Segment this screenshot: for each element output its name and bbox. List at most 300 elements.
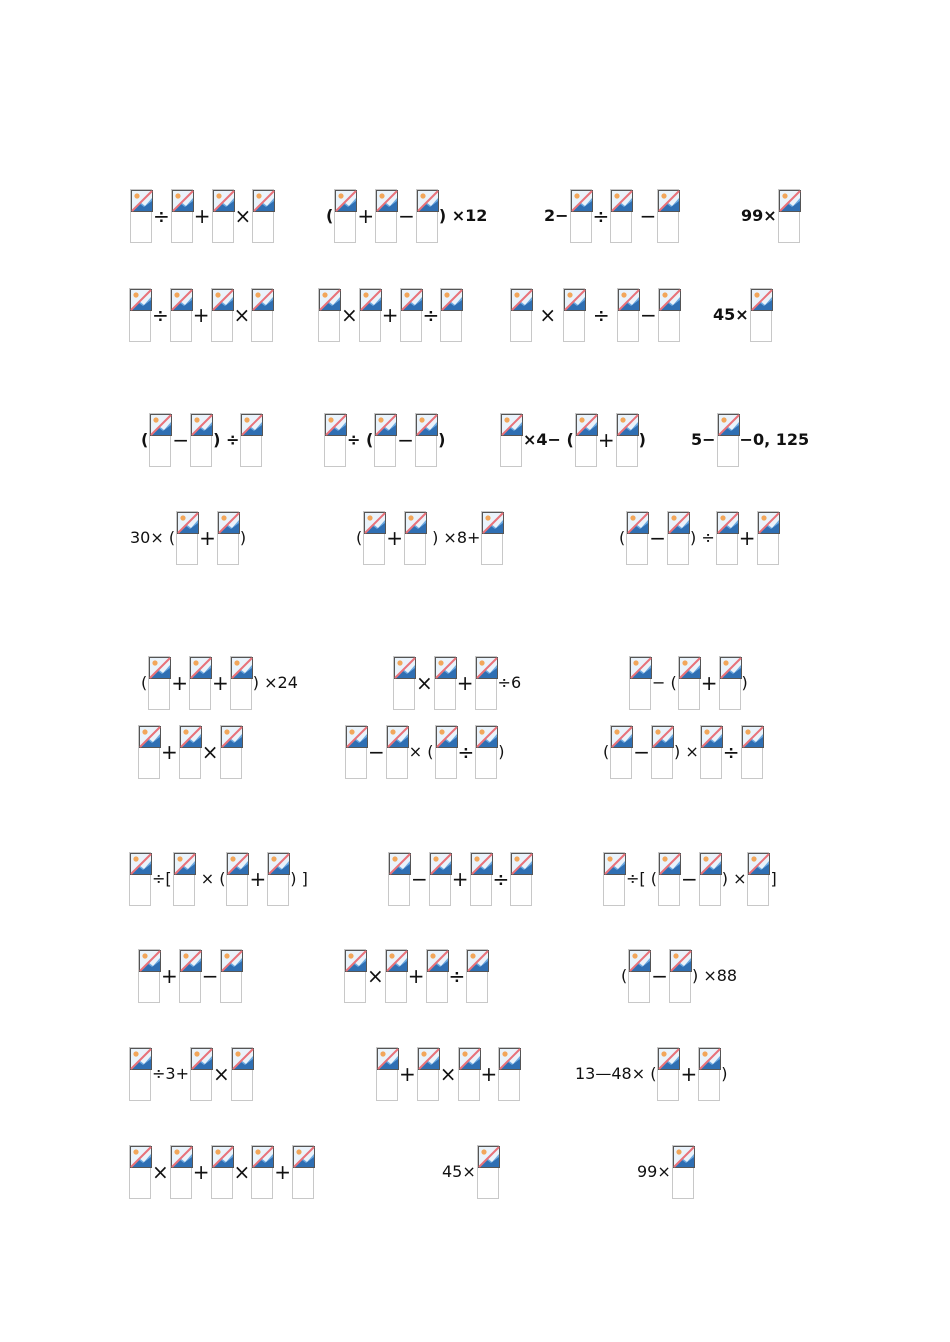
- answer-blank[interactable]: [170, 288, 192, 342]
- answer-blank[interactable]: [217, 511, 239, 565]
- answer-blank[interactable]: [212, 189, 234, 243]
- broken-image-icon: [629, 950, 651, 972]
- answer-blank[interactable]: [700, 725, 722, 779]
- operator-text: 13—48× (: [575, 1064, 657, 1083]
- broken-image-icon: [139, 726, 161, 748]
- expression-32: [441, 1144, 499, 1200]
- operator-text: ÷ (: [347, 430, 374, 449]
- broken-image-icon: [673, 1146, 695, 1168]
- broken-image-icon: [231, 657, 253, 679]
- broken-image-icon: [427, 950, 449, 972]
- broken-image-icon: [293, 1146, 315, 1168]
- broken-image-icon: [699, 1048, 721, 1070]
- operator-text: ÷: [492, 867, 510, 891]
- operator-text: (: [621, 966, 628, 985]
- broken-image-icon: [499, 1048, 521, 1070]
- broken-image-icon: [232, 1048, 254, 1070]
- operator-text: (: [356, 528, 363, 547]
- operator-text: +: [451, 867, 469, 891]
- answer-blank[interactable]: [189, 656, 211, 710]
- answer-blank[interactable]: [220, 725, 242, 779]
- broken-image-icon: [227, 853, 249, 875]
- broken-image-icon: [172, 190, 194, 212]
- operator-text: ×: [201, 740, 219, 764]
- answer-blank[interactable]: [415, 413, 437, 467]
- answer-blank[interactable]: [629, 656, 651, 710]
- operator-text: ×: [367, 964, 384, 988]
- operator-text: 45×: [713, 305, 749, 324]
- expression-25: [138, 948, 242, 1004]
- operator-text: ) ×: [674, 742, 699, 761]
- broken-image-icon: [364, 512, 386, 534]
- expression-17: [393, 655, 522, 711]
- broken-image-icon: [435, 657, 457, 679]
- answer-blank[interactable]: [669, 949, 691, 1003]
- operator-text: ×: [234, 204, 252, 228]
- broken-image-icon: [416, 414, 438, 436]
- operator-text: ): [498, 742, 505, 761]
- answer-blank[interactable]: [429, 852, 451, 906]
- expression-26: [344, 948, 488, 1004]
- answer-blank[interactable]: [435, 725, 457, 779]
- broken-image-icon: [611, 726, 633, 748]
- broken-image-icon: [376, 190, 398, 212]
- answer-blank[interactable]: [719, 656, 741, 710]
- broken-image-icon: [576, 414, 598, 436]
- operator-text: ÷3+: [152, 1064, 189, 1083]
- broken-image-icon: [418, 1048, 440, 1070]
- operator-text: ×: [416, 671, 433, 695]
- operator-text: −: [368, 740, 385, 764]
- broken-image-icon: [659, 289, 681, 311]
- expression-4: [740, 188, 800, 244]
- expression-21: [602, 724, 763, 780]
- answer-blank[interactable]: [231, 1047, 253, 1101]
- answer-blank[interactable]: [475, 656, 497, 710]
- operator-text: ×: [439, 1062, 457, 1086]
- answer-blank[interactable]: [251, 288, 273, 342]
- operator-text: −: [680, 867, 698, 891]
- operator-text: ): [638, 430, 646, 449]
- expression-30: [574, 1046, 728, 1102]
- broken-image-icon: [360, 289, 382, 311]
- broken-image-icon: [436, 726, 458, 748]
- answer-blank[interactable]: [510, 288, 532, 342]
- broken-image-icon: [511, 853, 533, 875]
- broken-image-icon: [130, 853, 152, 875]
- operator-text: ×: [152, 1160, 169, 1184]
- broken-image-icon: [668, 512, 690, 534]
- operator-text: 99×: [637, 1162, 671, 1181]
- operator-text: × (: [408, 742, 434, 761]
- answer-blank[interactable]: [416, 189, 438, 243]
- expression-2: [325, 188, 488, 244]
- broken-image-icon: [720, 657, 742, 679]
- broken-image-icon: [658, 190, 680, 212]
- operator-text: ÷[ (: [626, 869, 657, 888]
- answer-blank[interactable]: [628, 949, 650, 1003]
- broken-image-icon: [394, 657, 416, 679]
- operator-text: +: [399, 1062, 416, 1086]
- answer-blank[interactable]: [610, 189, 632, 243]
- operator-text: ) ÷: [213, 430, 240, 449]
- expression-19: [138, 724, 242, 780]
- operator-text: −0, 125: [739, 430, 810, 449]
- broken-image-icon: [670, 950, 692, 972]
- operator-text: ) ×88: [692, 966, 738, 985]
- broken-image-icon: [149, 657, 171, 679]
- answer-blank[interactable]: [129, 288, 151, 342]
- answer-blank[interactable]: [240, 413, 262, 467]
- answer-blank[interactable]: [458, 1047, 480, 1101]
- expression-28: [129, 1046, 253, 1102]
- operator-text: ×: [233, 1160, 251, 1184]
- answer-blank[interactable]: [466, 949, 488, 1003]
- answer-blank[interactable]: [179, 949, 201, 1003]
- broken-image-icon: [130, 289, 152, 311]
- answer-blank[interactable]: [393, 656, 415, 710]
- operator-text: ÷[: [152, 869, 172, 888]
- expression-24: [603, 851, 778, 907]
- answer-blank[interactable]: [176, 511, 198, 565]
- answer-blank[interactable]: [251, 1145, 273, 1199]
- answer-blank[interactable]: [616, 413, 638, 467]
- operator-text: ÷: [586, 303, 616, 327]
- answer-blank[interactable]: [698, 1047, 720, 1101]
- operator-text: ): [741, 673, 748, 692]
- broken-image-icon: [604, 853, 626, 875]
- broken-image-icon: [482, 512, 504, 534]
- broken-image-icon: [467, 950, 489, 972]
- answer-blank[interactable]: [375, 189, 397, 243]
- broken-image-icon: [325, 414, 347, 436]
- broken-image-icon: [652, 726, 674, 748]
- broken-image-icon: [319, 289, 341, 311]
- broken-image-icon: [717, 512, 739, 534]
- answer-blank[interactable]: [481, 511, 503, 565]
- broken-image-icon: [191, 1048, 213, 1070]
- broken-image-icon: [190, 657, 212, 679]
- broken-image-icon: [377, 1048, 399, 1070]
- broken-image-icon: [511, 289, 533, 311]
- answer-blank[interactable]: [359, 288, 381, 342]
- answer-blank[interactable]: [318, 288, 340, 342]
- broken-image-icon: [389, 853, 411, 875]
- answer-blank[interactable]: [757, 511, 779, 565]
- broken-image-icon: [218, 512, 240, 534]
- expression-20: [345, 724, 506, 780]
- answer-blank[interactable]: [678, 656, 700, 710]
- operator-text: −: [649, 526, 667, 550]
- broken-image-icon: [430, 853, 452, 875]
- expression-1: [130, 188, 274, 244]
- broken-image-icon: [130, 1146, 152, 1168]
- expression-9: [140, 412, 262, 468]
- broken-image-icon: [679, 657, 701, 679]
- operator-text: +: [171, 671, 189, 695]
- broken-image-icon: [630, 657, 652, 679]
- expression-31: [129, 1144, 314, 1200]
- broken-image-icon: [252, 1146, 274, 1168]
- answer-blank[interactable]: [138, 725, 160, 779]
- expression-22: [129, 851, 309, 907]
- answer-blank[interactable]: [138, 949, 160, 1003]
- expression-13: [129, 510, 247, 566]
- answer-blank[interactable]: [324, 413, 346, 467]
- operator-text: 30× (: [130, 528, 176, 547]
- expression-12: [690, 412, 810, 468]
- operator-text: +: [597, 428, 615, 452]
- answer-blank[interactable]: [267, 852, 289, 906]
- answer-blank[interactable]: [292, 1145, 314, 1199]
- broken-image-icon: [180, 950, 202, 972]
- broken-image-icon: [478, 1146, 500, 1168]
- operator-text: ÷: [422, 303, 440, 327]
- answer-blank[interactable]: [385, 949, 407, 1003]
- answer-blank[interactable]: [400, 288, 422, 342]
- answer-blank[interactable]: [434, 656, 456, 710]
- broken-image-icon: [375, 414, 397, 436]
- broken-image-icon: [171, 289, 193, 311]
- broken-image-icon: [174, 853, 196, 875]
- operator-text: 45×: [442, 1162, 476, 1181]
- answer-blank[interactable]: [610, 725, 632, 779]
- broken-image-icon: [564, 289, 586, 311]
- operator-text: +: [161, 740, 178, 764]
- operator-text: ) ×8+: [427, 528, 481, 547]
- operator-text: ): [721, 1064, 728, 1083]
- answer-blank[interactable]: [170, 1145, 192, 1199]
- answer-blank[interactable]: [658, 852, 680, 906]
- expression-16: [140, 655, 299, 711]
- answer-blank[interactable]: [344, 949, 366, 1003]
- operator-text: ): [239, 528, 247, 547]
- operator-text: −: [639, 303, 657, 327]
- answer-blank[interactable]: [500, 413, 522, 467]
- broken-image-icon: [130, 1048, 152, 1070]
- broken-image-icon: [150, 414, 172, 436]
- broken-image-icon: [700, 853, 722, 875]
- operator-text: ]: [770, 869, 777, 888]
- expression-18: [629, 655, 749, 711]
- broken-image-icon: [387, 726, 409, 748]
- broken-image-icon: [441, 289, 463, 311]
- operator-text: −: [398, 204, 415, 228]
- answer-blank[interactable]: [404, 511, 426, 565]
- answer-blank[interactable]: [470, 852, 492, 906]
- operator-text: +: [386, 526, 404, 550]
- broken-image-icon: [268, 853, 290, 875]
- broken-image-icon: [501, 414, 523, 436]
- operator-text: +: [192, 1160, 210, 1184]
- answer-blank[interactable]: [129, 1145, 151, 1199]
- broken-image-icon: [618, 289, 640, 311]
- answer-blank[interactable]: [173, 852, 195, 906]
- operator-text: −: [397, 428, 415, 452]
- answer-blank[interactable]: [388, 852, 410, 906]
- broken-image-icon: [213, 190, 235, 212]
- answer-blank[interactable]: [570, 189, 592, 243]
- operator-text: +: [274, 1160, 292, 1184]
- expression-29: [376, 1046, 520, 1102]
- answer-blank[interactable]: [672, 1145, 694, 1199]
- answer-blank[interactable]: [626, 511, 648, 565]
- operator-text: ×: [341, 303, 358, 327]
- broken-image-icon: [139, 950, 161, 972]
- answer-blank[interactable]: [211, 288, 233, 342]
- operator-text: +: [193, 204, 211, 228]
- answer-blank[interactable]: [741, 725, 763, 779]
- answer-blank[interactable]: [345, 725, 367, 779]
- broken-image-icon: [345, 950, 367, 972]
- expression-5: [129, 287, 273, 343]
- expression-27: [620, 948, 738, 1004]
- broken-image-icon: [758, 512, 780, 534]
- operator-text: (: [326, 206, 334, 225]
- expression-6: [318, 287, 462, 343]
- operator-text: +: [212, 671, 229, 695]
- operator-text: 2−: [544, 206, 569, 225]
- broken-image-icon: [627, 512, 649, 534]
- broken-image-icon: [701, 726, 723, 748]
- answer-blank[interactable]: [230, 656, 252, 710]
- answer-blank[interactable]: [510, 852, 532, 906]
- expression-23: [388, 851, 532, 907]
- answer-blank[interactable]: [498, 1047, 520, 1101]
- operator-text: ÷: [448, 964, 466, 988]
- answer-blank[interactable]: [617, 288, 639, 342]
- answer-blank[interactable]: [386, 725, 408, 779]
- operator-text: ×: [213, 1062, 230, 1086]
- broken-image-icon: [617, 414, 639, 436]
- answer-blank[interactable]: [129, 1047, 151, 1101]
- operator-text: +: [456, 671, 474, 695]
- broken-image-icon: [401, 289, 423, 311]
- answer-blank[interactable]: [426, 949, 448, 1003]
- broken-image-icon: [221, 950, 243, 972]
- expression-7: [510, 287, 680, 343]
- answer-blank[interactable]: [778, 189, 800, 243]
- answer-blank[interactable]: [148, 656, 170, 710]
- operator-text: ) ×: [721, 869, 747, 888]
- answer-blank[interactable]: [440, 288, 462, 342]
- broken-image-icon: [417, 190, 439, 212]
- answer-blank[interactable]: [575, 413, 597, 467]
- expression-15: [618, 510, 779, 566]
- answer-blank[interactable]: [699, 852, 721, 906]
- answer-blank[interactable]: [220, 949, 242, 1003]
- answer-blank[interactable]: [363, 511, 385, 565]
- broken-image-icon: [177, 512, 199, 534]
- answer-blank[interactable]: [129, 852, 151, 906]
- answer-blank[interactable]: [149, 413, 171, 467]
- operator-text: −: [411, 867, 428, 891]
- operator-text: ÷: [722, 740, 740, 764]
- expression-10: [324, 412, 446, 468]
- expression-11: [500, 412, 647, 468]
- answer-blank[interactable]: [376, 1047, 398, 1101]
- operator-text: +: [738, 526, 756, 550]
- broken-image-icon: [751, 289, 773, 311]
- operator-text: −: [651, 964, 669, 988]
- operator-text: +: [249, 867, 267, 891]
- operator-text: ÷: [457, 740, 475, 764]
- answer-blank[interactable]: [226, 852, 248, 906]
- broken-image-icon: [476, 657, 498, 679]
- answer-blank[interactable]: [475, 725, 497, 779]
- operator-text: ×: [233, 303, 251, 327]
- broken-image-icon: [779, 190, 801, 212]
- answer-blank[interactable]: [603, 852, 625, 906]
- operator-text: −: [633, 740, 651, 764]
- broken-image-icon: [611, 190, 633, 212]
- answer-blank[interactable]: [716, 511, 738, 565]
- broken-image-icon: [571, 190, 593, 212]
- broken-image-icon: [212, 289, 234, 311]
- answer-blank[interactable]: [374, 413, 396, 467]
- operator-text: +: [700, 671, 718, 695]
- answer-blank[interactable]: [252, 189, 274, 243]
- expression-8: [712, 287, 772, 343]
- broken-image-icon: [252, 289, 274, 311]
- operator-text: ) ×12: [438, 206, 488, 225]
- answer-blank[interactable]: [750, 288, 772, 342]
- answer-blank[interactable]: [747, 852, 769, 906]
- operator-text: ÷: [152, 303, 169, 327]
- operator-text: 99×: [741, 206, 777, 225]
- answer-blank[interactable]: [658, 288, 680, 342]
- answer-blank[interactable]: [211, 1145, 233, 1199]
- operator-text: ÷: [153, 204, 170, 228]
- answer-blank[interactable]: [417, 1047, 439, 1101]
- broken-image-icon: [471, 853, 493, 875]
- broken-image-icon: [191, 414, 213, 436]
- answer-blank[interactable]: [130, 189, 152, 243]
- broken-image-icon: [346, 726, 368, 748]
- answer-blank[interactable]: [717, 413, 739, 467]
- operator-text: −: [201, 964, 219, 988]
- operator-text: × (: [195, 869, 226, 888]
- answer-blank[interactable]: [651, 725, 673, 779]
- answer-blank[interactable]: [334, 189, 356, 243]
- answer-blank[interactable]: [190, 1047, 212, 1101]
- operator-text: +: [357, 204, 375, 228]
- operator-text: ÷6: [497, 673, 522, 692]
- operator-text: +: [199, 526, 216, 550]
- operator-text: +: [407, 964, 425, 988]
- operator-text: (: [141, 430, 149, 449]
- broken-image-icon: [131, 190, 153, 212]
- operator-text: ) ×24: [252, 673, 298, 692]
- broken-image-icon: [459, 1048, 481, 1070]
- operator-text: +: [680, 1062, 698, 1086]
- answer-blank[interactable]: [179, 725, 201, 779]
- operator-text: ): [438, 430, 446, 449]
- answer-blank[interactable]: [190, 413, 212, 467]
- expression-3: [543, 188, 679, 244]
- answer-blank[interactable]: [477, 1145, 499, 1199]
- operator-text: ×4− (: [523, 430, 574, 449]
- answer-blank[interactable]: [563, 288, 585, 342]
- broken-image-icon: [405, 512, 427, 534]
- answer-blank[interactable]: [667, 511, 689, 565]
- expression-33: [636, 1144, 694, 1200]
- answer-blank[interactable]: [657, 1047, 679, 1101]
- answer-blank[interactable]: [657, 189, 679, 243]
- operator-text: (: [603, 742, 610, 761]
- answer-blank[interactable]: [171, 189, 193, 243]
- broken-image-icon: [221, 726, 243, 748]
